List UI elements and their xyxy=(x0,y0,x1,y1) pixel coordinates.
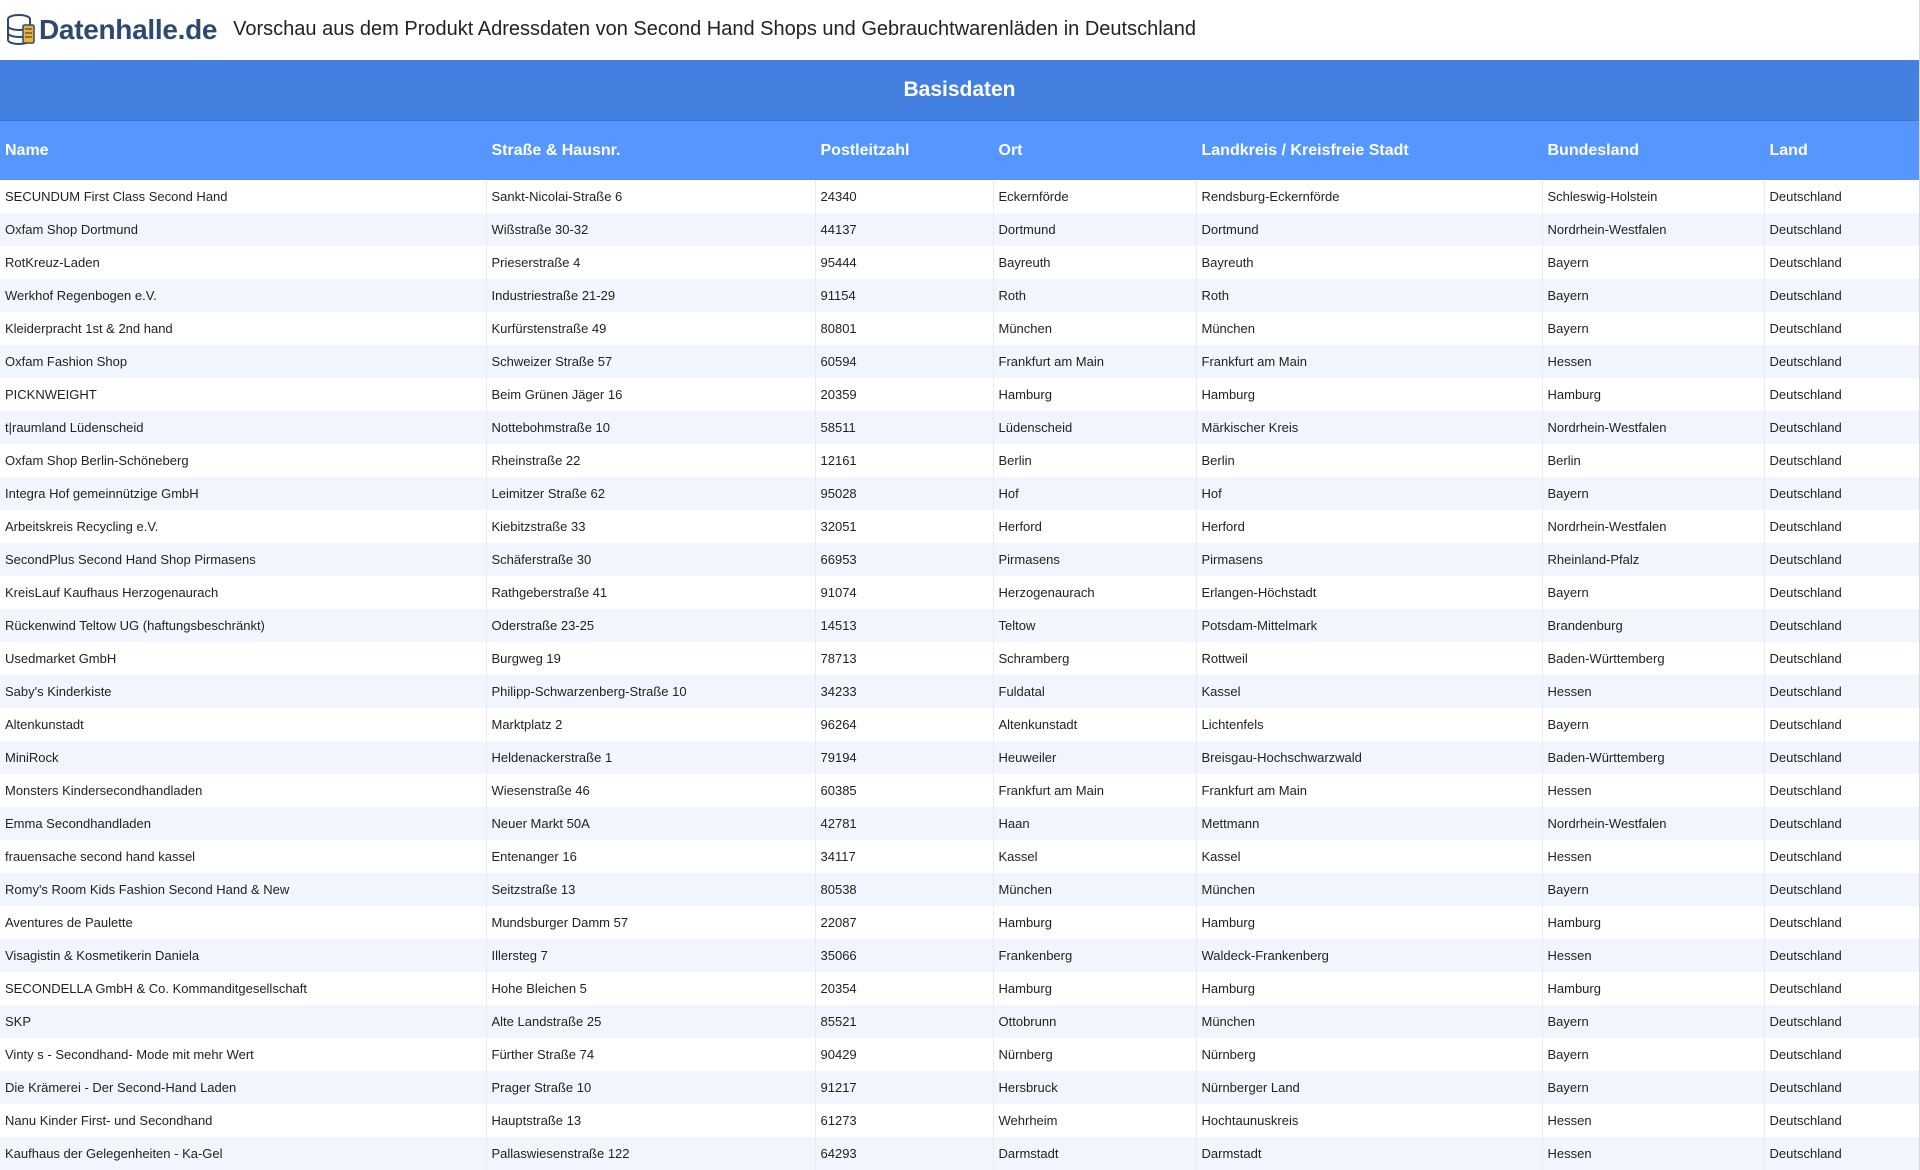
table-cell: Dortmund xyxy=(1196,213,1542,246)
logo-text: Datenhalle.de xyxy=(39,14,218,45)
table-cell: Romy's Room Kids Fashion Second Hand & New xyxy=(0,873,486,906)
table-cell: Philipp-Schwarzenberg-Straße 10 xyxy=(486,675,815,708)
table-cell: 34233 xyxy=(815,675,993,708)
table-row xyxy=(0,1005,1919,1038)
table-cell: Hamburg xyxy=(993,972,1196,1005)
table-cell: München xyxy=(993,312,1196,345)
section-title: Basisdaten xyxy=(0,60,1919,121)
table-cell: 22087 xyxy=(815,906,993,939)
table-cell: Rottweil xyxy=(1196,642,1542,675)
table-cell: Heldenackerstraße 1 xyxy=(486,741,815,774)
table-cell: Deutschland xyxy=(1764,873,1919,906)
table-row xyxy=(0,180,1919,213)
table-cell: 20354 xyxy=(815,972,993,1005)
table-cell: Industriestraße 21-29 xyxy=(486,279,815,312)
table-cell: Wehrheim xyxy=(993,1104,1196,1137)
table-cell: Märkischer Kreis xyxy=(1196,411,1542,444)
table-cell: Breisgau-Hochschwarzwald xyxy=(1196,741,1542,774)
table-cell: Frankfurt am Main xyxy=(1196,774,1542,807)
table-cell: Hamburg xyxy=(1196,378,1542,411)
table-cell: Ottobrunn xyxy=(993,1005,1196,1038)
table-cell: Wiesenstraße 46 xyxy=(486,774,815,807)
table-cell: Vinty s - Secondhand- Mode mit mehr Wert xyxy=(0,1038,486,1071)
table-cell: Kassel xyxy=(993,840,1196,873)
table-cell: Deutschland xyxy=(1764,279,1919,312)
table-cell: Hersbruck xyxy=(993,1071,1196,1104)
table-row xyxy=(0,312,1919,345)
table-cell: Kleiderpracht 1st & 2nd hand xyxy=(0,312,486,345)
table-cell: Haan xyxy=(993,807,1196,840)
table-cell: 85521 xyxy=(815,1005,993,1038)
table-row xyxy=(0,741,1919,774)
table-cell: KreisLauf Kaufhaus Herzogenaurach xyxy=(0,576,486,609)
table-cell: 95028 xyxy=(815,477,993,510)
table-cell: Frankfurt am Main xyxy=(993,774,1196,807)
table-cell: Mettmann xyxy=(1196,807,1542,840)
table-cell: Schramberg xyxy=(993,642,1196,675)
table-cell: Wißstraße 30-32 xyxy=(486,213,815,246)
table-cell: SECONDELLA GmbH & Co. Kommanditgesellschaft xyxy=(0,972,486,1005)
table-cell: Herzogenaurach xyxy=(993,576,1196,609)
table-cell: Baden-Württemberg xyxy=(1542,642,1764,675)
table-row xyxy=(0,444,1919,477)
table-body xyxy=(0,180,1919,1170)
table-cell: Beim Grünen Jäger 16 xyxy=(486,378,815,411)
table-cell: RotKreuz-Laden xyxy=(0,246,486,279)
column-header[interactable]: Landkreis / Kreisfreie Stadt xyxy=(1196,121,1542,180)
table-row xyxy=(0,840,1919,873)
table-cell: Altenkunstadt xyxy=(993,708,1196,741)
table-cell: Mundsburger Damm 57 xyxy=(486,906,815,939)
table-cell: Integra Hof gemeinnützige GmbH xyxy=(0,477,486,510)
table-cell: 34117 xyxy=(815,840,993,873)
table-row xyxy=(0,543,1919,576)
table-cell: Lüdenscheid xyxy=(993,411,1196,444)
table-header-row xyxy=(0,121,1919,180)
table-cell: Prager Straße 10 xyxy=(486,1071,815,1104)
column-header[interactable]: Postleitzahl xyxy=(815,121,993,180)
table-cell: Oxfam Shop Berlin-Schöneberg xyxy=(0,444,486,477)
table-cell: 20359 xyxy=(815,378,993,411)
table-cell: Monsters Kindersecondhandladen xyxy=(0,774,486,807)
table-cell: 91217 xyxy=(815,1071,993,1104)
table-row xyxy=(0,939,1919,972)
table-cell: Hof xyxy=(1196,477,1542,510)
table-cell: Darmstadt xyxy=(993,1137,1196,1170)
table-cell: Roth xyxy=(993,279,1196,312)
table-cell: Schleswig-Holstein xyxy=(1542,180,1764,213)
table-cell: Deutschland xyxy=(1764,1137,1919,1170)
table-cell: 61273 xyxy=(815,1104,993,1137)
table-cell: Hessen xyxy=(1542,345,1764,378)
table-cell: Die Krämerei - Der Second-Hand Laden xyxy=(0,1071,486,1104)
table-cell: 79194 xyxy=(815,741,993,774)
table-cell: Hessen xyxy=(1542,1137,1764,1170)
table-row xyxy=(0,1137,1919,1170)
table-cell: Dortmund xyxy=(993,213,1196,246)
table-cell: Deutschland xyxy=(1764,741,1919,774)
table-row xyxy=(0,873,1919,906)
table-cell: Aventures de Paulette xyxy=(0,906,486,939)
table-cell: Herford xyxy=(993,510,1196,543)
table-cell: Usedmarket GmbH xyxy=(0,642,486,675)
table-cell: Nordrhein-Westfalen xyxy=(1542,510,1764,543)
table-cell: Deutschland xyxy=(1764,411,1919,444)
table-cell: 12161 xyxy=(815,444,993,477)
table-cell: Kurfürstenstraße 49 xyxy=(486,312,815,345)
table-cell: Deutschland xyxy=(1764,312,1919,345)
table-cell: Fuldatal xyxy=(993,675,1196,708)
table-cell: Frankfurt am Main xyxy=(993,345,1196,378)
table-cell: frauensache second hand kassel xyxy=(0,840,486,873)
table-cell: Berlin xyxy=(993,444,1196,477)
table-cell: 35066 xyxy=(815,939,993,972)
table-cell: Deutschland xyxy=(1764,213,1919,246)
table-cell: 32051 xyxy=(815,510,993,543)
table-row xyxy=(0,807,1919,840)
table-cell: 64293 xyxy=(815,1137,993,1170)
logo-database-icon xyxy=(5,13,35,47)
table-cell: 80538 xyxy=(815,873,993,906)
table-cell: Bayern xyxy=(1542,477,1764,510)
table-cell: MiniRock xyxy=(0,741,486,774)
table-cell: Deutschland xyxy=(1764,939,1919,972)
table-cell: Roth xyxy=(1196,279,1542,312)
table-cell: Hessen xyxy=(1542,774,1764,807)
table-cell: Hessen xyxy=(1542,939,1764,972)
table-cell: 60594 xyxy=(815,345,993,378)
table-cell: Hessen xyxy=(1542,840,1764,873)
table-cell: Bayreuth xyxy=(993,246,1196,279)
table-cell: Potsdam-Mittelmark xyxy=(1196,609,1542,642)
table-cell: 95444 xyxy=(815,246,993,279)
table-row xyxy=(0,675,1919,708)
table-cell: Hamburg xyxy=(1542,972,1764,1005)
table-cell: Nordrhein-Westfalen xyxy=(1542,807,1764,840)
table-cell: 78713 xyxy=(815,642,993,675)
table-cell: 91074 xyxy=(815,576,993,609)
table-cell: Pirmasens xyxy=(1196,543,1542,576)
table-cell: Oxfam Shop Dortmund xyxy=(0,213,486,246)
table-cell: Hamburg xyxy=(993,378,1196,411)
table-cell: t|raumland Lüdenscheid xyxy=(0,411,486,444)
table-cell: Schweizer Straße 57 xyxy=(486,345,815,378)
table-cell: Oderstraße 23-25 xyxy=(486,609,815,642)
table-cell: Deutschland xyxy=(1764,708,1919,741)
page-header xyxy=(0,0,1920,60)
table-cell: Hamburg xyxy=(993,906,1196,939)
table-cell: Hof xyxy=(993,477,1196,510)
table-cell: SECUNDUM First Class Second Hand xyxy=(0,180,486,213)
table-cell: Burgweg 19 xyxy=(486,642,815,675)
table-cell: Rathgeberstraße 41 xyxy=(486,576,815,609)
table-cell: Deutschland xyxy=(1764,477,1919,510)
table-cell: Bayern xyxy=(1542,1005,1764,1038)
table-cell: Teltow xyxy=(993,609,1196,642)
table-cell: Deutschland xyxy=(1764,774,1919,807)
table-cell: Bayern xyxy=(1542,1071,1764,1104)
table-cell: 91154 xyxy=(815,279,993,312)
table-cell: Frankfurt am Main xyxy=(1196,345,1542,378)
table-cell: Seitzstraße 13 xyxy=(486,873,815,906)
table-cell: Deutschland xyxy=(1764,543,1919,576)
table-cell: Berlin xyxy=(1196,444,1542,477)
table-cell: Bayern xyxy=(1542,708,1764,741)
table-cell: Berlin xyxy=(1542,444,1764,477)
table-cell: Prieserstraße 4 xyxy=(486,246,815,279)
data-table xyxy=(0,121,1920,1170)
table-cell: Arbeitskreis Recycling e.V. xyxy=(0,510,486,543)
table-cell: Deutschland xyxy=(1764,510,1919,543)
table-cell: Deutschland xyxy=(1764,444,1919,477)
table-cell: Sankt-Nicolai-Straße 6 xyxy=(486,180,815,213)
table-cell: Deutschland xyxy=(1764,246,1919,279)
table-cell: Leimitzer Straße 62 xyxy=(486,477,815,510)
table-cell: Fürther Straße 74 xyxy=(486,1038,815,1071)
table-cell: Eckernförde xyxy=(993,180,1196,213)
table-cell: 14513 xyxy=(815,609,993,642)
column-header[interactable]: Name xyxy=(0,121,486,180)
table-cell: Bayern xyxy=(1542,1038,1764,1071)
table-cell: Deutschland xyxy=(1764,1071,1919,1104)
table-cell: Emma Secondhandladen xyxy=(0,807,486,840)
table-cell: SKP xyxy=(0,1005,486,1038)
table-cell: Hochtaunuskreis xyxy=(1196,1104,1542,1137)
table-cell: Darmstadt xyxy=(1196,1137,1542,1170)
table-row xyxy=(0,972,1919,1005)
table-cell: Neuer Markt 50A xyxy=(486,807,815,840)
table-cell: München xyxy=(993,873,1196,906)
table-cell: Lichtenfels xyxy=(1196,708,1542,741)
table-cell: PICKNWEIGHT xyxy=(0,378,486,411)
table-cell: Hamburg xyxy=(1542,906,1764,939)
table-cell: Deutschland xyxy=(1764,807,1919,840)
table-cell: Bayern xyxy=(1542,576,1764,609)
column-header[interactable]: Straße & Hausnr. xyxy=(486,121,815,180)
table-cell: Hessen xyxy=(1542,675,1764,708)
table-cell: SecondPlus Second Hand Shop Pirmasens xyxy=(0,543,486,576)
table-cell: Hamburg xyxy=(1542,378,1764,411)
table-row xyxy=(0,378,1919,411)
table-cell: Deutschland xyxy=(1764,345,1919,378)
table-cell: Altenkunstadt xyxy=(0,708,486,741)
column-header[interactable]: Ort xyxy=(993,121,1196,180)
table-cell: Pallaswiesenstraße 122 xyxy=(486,1137,815,1170)
table-cell: Rückenwind Teltow UG (haftungsbeschränkt) xyxy=(0,609,486,642)
table-cell: Deutschland xyxy=(1764,840,1919,873)
table-cell: Hessen xyxy=(1542,1104,1764,1137)
table-row xyxy=(0,1104,1919,1137)
table-cell: Deutschland xyxy=(1764,1038,1919,1071)
table-cell: Deutschland xyxy=(1764,378,1919,411)
table-cell: Kassel xyxy=(1196,840,1542,873)
table-cell: Nottebohmstraße 10 xyxy=(486,411,815,444)
table-cell: Frankenberg xyxy=(993,939,1196,972)
table-row xyxy=(0,708,1919,741)
table-cell: Schäferstraße 30 xyxy=(486,543,815,576)
column-header[interactable]: Bundesland xyxy=(1542,121,1764,180)
table-cell: Bayreuth xyxy=(1196,246,1542,279)
table-cell: Rendsburg-Eckernförde xyxy=(1196,180,1542,213)
table-cell: Nanu Kinder First- und Secondhand xyxy=(0,1104,486,1137)
table-row xyxy=(0,576,1919,609)
table-cell: 42781 xyxy=(815,807,993,840)
table-cell: 58511 xyxy=(815,411,993,444)
table-row xyxy=(0,1038,1919,1071)
table-row xyxy=(0,774,1919,807)
table-cell: Nürnberg xyxy=(1196,1038,1542,1071)
table-cell: Hohe Bleichen 5 xyxy=(486,972,815,1005)
table-cell: Herford xyxy=(1196,510,1542,543)
table-cell: Erlangen-Höchstadt xyxy=(1196,576,1542,609)
table-cell: Marktplatz 2 xyxy=(486,708,815,741)
table-cell: Hamburg xyxy=(1196,906,1542,939)
table-cell: Deutschland xyxy=(1764,675,1919,708)
table-row xyxy=(0,411,1919,444)
table-cell: Kiebitzstraße 33 xyxy=(486,510,815,543)
table-cell: Hamburg xyxy=(1196,972,1542,1005)
page-title: Vorschau aus dem Produkt Adressdaten von Second Hand Shops und Gebrauchtwarenläden in Deutschland xyxy=(233,17,1197,40)
table-cell: Werkhof Regenbogen e.V. xyxy=(0,279,486,312)
table-cell: Deutschland xyxy=(1764,642,1919,675)
table-row xyxy=(0,906,1919,939)
logo[interactable] xyxy=(5,13,217,47)
table-cell: 24340 xyxy=(815,180,993,213)
table-row xyxy=(0,642,1919,675)
table-cell: 90429 xyxy=(815,1038,993,1071)
table-cell: Brandenburg xyxy=(1542,609,1764,642)
table-cell: München xyxy=(1196,1005,1542,1038)
table-row xyxy=(0,510,1919,543)
table-cell: 44137 xyxy=(815,213,993,246)
data-table-container xyxy=(0,60,1919,1170)
table-cell: Nürnberg xyxy=(993,1038,1196,1071)
table-cell: 80801 xyxy=(815,312,993,345)
table-cell: Nordrhein-Westfalen xyxy=(1542,213,1764,246)
table-cell: München xyxy=(1196,873,1542,906)
table-cell: Rheinstraße 22 xyxy=(486,444,815,477)
table-cell: Deutschland xyxy=(1764,609,1919,642)
table-cell: Deutschland xyxy=(1764,906,1919,939)
table-cell: München xyxy=(1196,312,1542,345)
table-cell: 60385 xyxy=(815,774,993,807)
table-cell: Baden-Württemberg xyxy=(1542,741,1764,774)
table-cell: Nordrhein-Westfalen xyxy=(1542,411,1764,444)
table-row xyxy=(0,609,1919,642)
table-row xyxy=(0,477,1919,510)
table-cell: Oxfam Fashion Shop xyxy=(0,345,486,378)
table-cell: Bayern xyxy=(1542,279,1764,312)
table-row xyxy=(0,279,1919,312)
table-cell: 96264 xyxy=(815,708,993,741)
table-cell: Bayern xyxy=(1542,873,1764,906)
table-cell: Deutschland xyxy=(1764,1104,1919,1137)
table-cell: Kassel xyxy=(1196,675,1542,708)
table-cell: Alte Landstraße 25 xyxy=(486,1005,815,1038)
table-row xyxy=(0,1071,1919,1104)
table-cell: Visagistin & Kosmetikerin Daniela xyxy=(0,939,486,972)
table-cell: Waldeck-Frankenberg xyxy=(1196,939,1542,972)
table-cell: Entenanger 16 xyxy=(486,840,815,873)
table-cell: Bayern xyxy=(1542,246,1764,279)
table-cell: Hauptstraße 13 xyxy=(486,1104,815,1137)
table-row xyxy=(0,246,1919,279)
table-cell: Nürnberger Land xyxy=(1196,1071,1542,1104)
table-cell: Rheinland-Pfalz xyxy=(1542,543,1764,576)
table-cell: Deutschland xyxy=(1764,1005,1919,1038)
table-cell: Saby's Kinderkiste xyxy=(0,675,486,708)
table-cell: 66953 xyxy=(815,543,993,576)
table-cell: Deutschland xyxy=(1764,576,1919,609)
table-cell: Heuweiler xyxy=(993,741,1196,774)
table-cell: Illersteg 7 xyxy=(486,939,815,972)
table-cell: Pirmasens xyxy=(993,543,1196,576)
table-row xyxy=(0,213,1919,246)
table-cell: Kaufhaus der Gelegenheiten - Ka-Gel xyxy=(0,1137,486,1170)
table-cell: Bayern xyxy=(1542,312,1764,345)
table-row xyxy=(0,345,1919,378)
column-header[interactable]: Land xyxy=(1764,121,1919,180)
table-cell: Deutschland xyxy=(1764,972,1919,1005)
table-cell: Deutschland xyxy=(1764,180,1919,213)
